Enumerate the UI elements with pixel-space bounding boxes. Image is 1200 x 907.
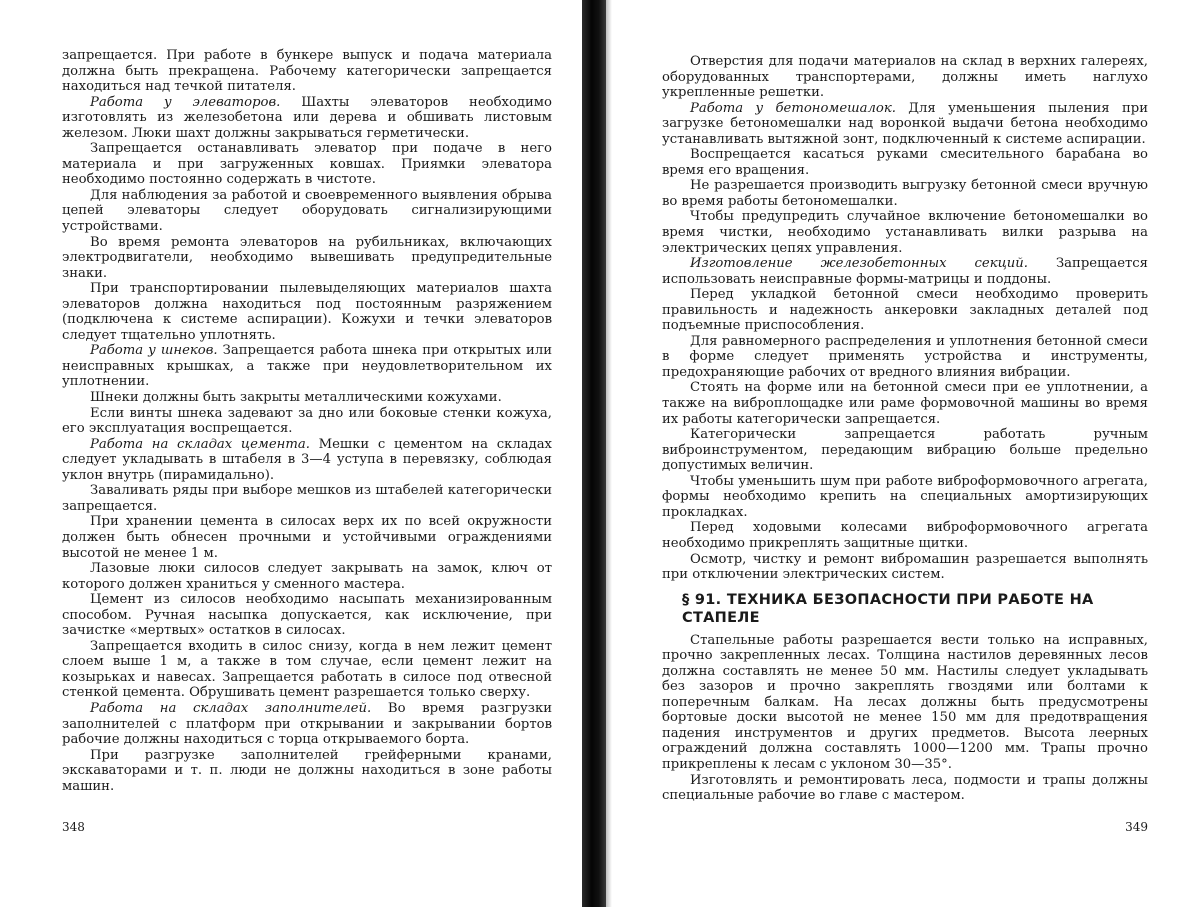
paragraph-text: При разгрузке заполнителей грейферными кранами, экскаваторами и т. п. люди не должны находиться в зоне работы машин.: [62, 747, 552, 794]
page-number-right: 349: [1125, 820, 1148, 834]
paragraph: [62, 592, 552, 639]
paragraph-text: Шнеки должны быть закрыты металлическими кожухами.: [90, 390, 502, 406]
paragraph: [662, 287, 1148, 334]
paragraph: [662, 773, 1148, 804]
paragraph-text: Стоять на форме или на бетонной смеси при ее уплотнении, а также на виброплощадке или раме формовочной машины во время их работы категорически запрещается.: [662, 380, 1148, 427]
paragraph: [662, 209, 1148, 256]
section-heading: § 91. ТЕХНИКА БЕЗОПАСНОСТИ ПРИ РАБОТЕ НА СТАПЕЛЕ: [682, 591, 1094, 626]
paragraph-text: Изготовлять и ремонтировать леса, подмости и трапы должны специальные рабочие во главе с мастером.: [662, 772, 1148, 804]
paragraph: [662, 178, 1148, 209]
paragraph: [62, 48, 552, 95]
paragraph-text: При хранении цемента в силосах верх их по всей окружности должен быть обнесен прочными и устойчивыми ограждениями высотой не менее 1 м.: [62, 514, 552, 561]
gutter-shadow: [606, 0, 612, 907]
paragraph-lead: Изготовление железобетонных секций.: [690, 256, 1028, 272]
paragraph: [662, 552, 1148, 583]
paragraph-text: При транспортировании пылевыделяющих материалов шахта элеваторов должна находиться под постоянным разряжением (подключена к системе аспирации). Кожухи и течки элеваторов следует тщательно уплотнять.: [62, 281, 552, 343]
paragraph: [62, 390, 552, 406]
paragraph-text: Воспрещается касаться руками смесительного барабана во время его вращения.: [662, 147, 1148, 178]
paragraph-text: Шахты элеваторов необходимо изготовлять из железобетона или дерева и обшивать листовым железом. Люки шахт должны закрываться герметически.: [62, 94, 552, 141]
paragraph: [62, 514, 552, 561]
paragraph: [662, 474, 1148, 521]
paragraph: [62, 701, 552, 748]
paragraph: [662, 54, 1148, 101]
paragraph-text: Запрещается останавливать элеватор при подаче в него материала и при загруженных ковшах. Приямки элеватора необходимо постоянно содержать в чистоте.: [62, 141, 552, 188]
left-page-text: [62, 48, 552, 794]
paragraph-text: Перед укладкой бетонной смеси необходимо проверить правильность и надежность анкеровки закладных деталей под подъемные приспособления.: [662, 287, 1148, 334]
paragraph-text: Если винты шнека задевают за дно или боковые стенки кожуха, его эксплуатация воспрещается.: [62, 405, 552, 437]
paragraph: [62, 281, 552, 343]
paragraph-text: запрещается. При работе в бункере выпуск и подача материала должна быть прекращена. Рабочему категорически запрещается находиться над течкой питателя.: [62, 48, 552, 95]
paragraph-lead: Работа у элеваторов.: [90, 94, 281, 110]
paragraph: [662, 256, 1148, 287]
paragraph-text: Мешки с цементом на складах следует укладывать в штабеля в 3—4 уступа в перевязку, соблюдая уклон внутрь (пирамидально).: [62, 436, 552, 483]
paragraph-text: Перед ходовыми колесами виброформовочного агрегата необходимо прикреплять защитные щитки.: [662, 520, 1148, 551]
paragraph: [662, 334, 1148, 381]
paragraph-text: Запрещается использовать неисправные формы-матрицы и поддоны.: [662, 256, 1148, 287]
paragraph-text: Чтобы предупредить случайное включение бетономешалки во время чистки, необходимо устанавливать вилки разрыва на электрических цепях управления.: [662, 209, 1148, 256]
paragraph-text: Для уменьшения пыления при загрузке бетономешалки над воронкой выдачи бетона необходимо устанавливать вытяжной зонт, подключенный к системе аспирации.: [662, 100, 1148, 147]
paragraph-text: Во время ремонта элеваторов на рубильниках, включающих электродвигатели, необходимо вывешивать предупредительные знаки.: [62, 234, 552, 281]
paragraph: [62, 483, 552, 514]
paragraph: [662, 101, 1148, 148]
paragraph-text: Для наблюдения за работой и своевременного выявления обрыва цепей элеваторы следует оборудовать сигнализирующими устройствами.: [62, 187, 552, 235]
page-number-left: 348: [62, 820, 85, 834]
paragraph-text: Отверстия для подачи материалов на склад в верхних галереях, оборудованных транспортерами, должны иметь наглухо укрепленные решетки.: [662, 54, 1148, 101]
paragraph-text: Заваливать ряды при выборе мешков из штабелей категорически запрещается.: [62, 483, 552, 514]
paragraph-text: Цемент из силосов необходимо насыпать механизированным способом. Ручная насыпка допускается, как исключение, при зачистке «мертвых» остатков в силосах.: [62, 592, 552, 639]
paragraph: [62, 95, 552, 142]
paragraph: [62, 141, 552, 188]
paragraph-text: Стапельные работы разрешается вести только на исправных, прочно закрепленных лесах. Толщина настилов деревянных лесов должна составлять не менее 50 мм. Настилы следует укладывать без зазоров и прочно закреплять гвоздями или болтами к поперечным балкам. На лесах должны быть предусмотрены бортовые доски высотой не менее 150 мм для предотвращения падения инструментов и других предметов. Высота леерных ограждений должна составлять 1000—1200 мм. Трапы прочно прикреплены к лесам с уклоном 30—35°.: [662, 632, 1148, 772]
paragraph-lead: Работа у шнеков.: [90, 343, 218, 359]
paragraph-text: Категорически запрещается работать ручным виброинструментом, передающим вибрацию больше предельно допустимых величин.: [662, 427, 1148, 474]
paragraph: [62, 748, 552, 795]
paragraph: [62, 561, 552, 592]
paragraph-text: Чтобы уменьшить шум при работе виброформовочного агрегата, формы необходимо крепить на специальных амортизирующих прокладках.: [662, 473, 1148, 520]
paragraph: [62, 235, 552, 282]
paragraph-text: Лазовые люки силосов следует закрывать на замок, ключ от которого должен храниться у сменного мастера.: [62, 561, 552, 592]
paragraph: [662, 427, 1148, 474]
book-gutter: [582, 0, 606, 907]
paragraph: [662, 147, 1148, 178]
paragraph: [662, 380, 1148, 427]
paragraph: [62, 437, 552, 484]
paragraph-text: Для равномерного распределения и уплотнения бетонной смеси в форме следует применять устройства и инструменты, предохраняющие рабочих от вредного влияния вибрации.: [662, 333, 1148, 380]
paragraph: [662, 633, 1148, 773]
paragraph: [62, 406, 552, 437]
paragraph-lead: Работа у бетономешалок.: [690, 100, 896, 116]
paragraph-text: Не разрешается производить выгрузку бетонной смеси вручную во время работы бетономешалки.: [662, 178, 1148, 209]
paragraph: [62, 188, 552, 235]
paragraph-text: Запрещается входить в силос снизу, когда в нем лежит цемент слоем выше 1 м, а также в том случае, если цемент лежит на козырьках и навесах. Запрещается работать в силосе под отвесной стенкой цемента. Обрушивать цемент разрешается только сверху.: [62, 638, 552, 701]
paragraph-text: Осмотр, чистку и ремонт вибромашин разрешается выполнять при отключении электрических систем.: [662, 551, 1148, 583]
paragraph: [662, 520, 1148, 551]
paragraph-lead: Работа на складах цемента.: [90, 436, 310, 452]
paragraph: [62, 639, 552, 701]
paragraph: [62, 343, 552, 390]
right-page-text: [662, 54, 1148, 804]
paragraph-text: Запрещается работа шнека при открытых или неисправных крышках, а также при неудовлетворительном их уплотнении.: [62, 343, 552, 390]
paragraph-lead: Работа на складах заполнителей.: [90, 700, 372, 716]
paragraph-text: Во время разгрузки заполнителей с платформ при открывании и закрывании бортов рабочие должны находиться с торца открываемого борта.: [62, 700, 552, 748]
